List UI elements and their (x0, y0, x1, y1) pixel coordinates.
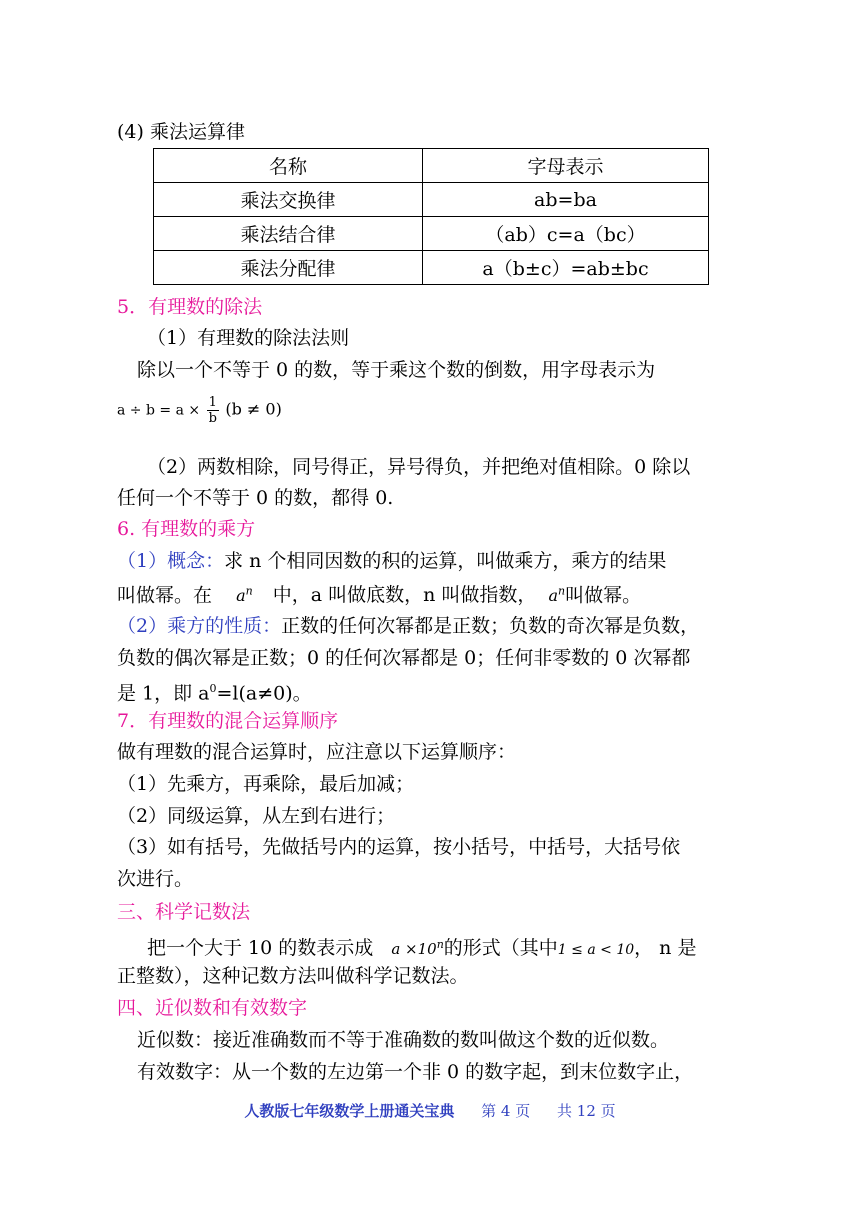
table-header-row (154, 149, 709, 183)
power-base: a (548, 586, 558, 606)
power-property-line2: 负数的偶次幂是正数；0 的任何次幂都是 0；任何非零数的 0 次幂都 (117, 647, 691, 669)
mixed-order-intro: 做有理数的混合运算时，应注意以下运算顺序： (117, 741, 517, 763)
formula-fraction (207, 395, 219, 426)
power-heading: 6. 有理数的乘方 (117, 518, 256, 540)
power-concept-line1 (117, 549, 666, 573)
table-row (154, 217, 709, 251)
concept-text-a: 叫做幂。在 (117, 584, 213, 607)
concept-label: （1）概念： (117, 550, 225, 572)
power-property-line3 (117, 677, 312, 705)
approximate-numbers-line2: 有效数字：从一个数的左边第一个非 0 的数字起，到末位数字止， (137, 1061, 694, 1083)
formula-left: a ÷ b = a × (117, 402, 201, 419)
footer-book-title: 人教版七年级数学上册通关宝典 (244, 1102, 455, 1120)
division-rule2-line2: 任何一个不等于 0 的数，都得 0. (117, 487, 394, 509)
scientific-range: 1 ≤ a < 10 (557, 942, 635, 958)
formula-condition: (b ≠ 0) (225, 399, 282, 419)
concept-text: 求 n 个相同因数的积的运算，叫做乘方，乘方的结果 (224, 550, 667, 572)
table-row (154, 251, 709, 285)
division-rule-title: （1）有理数的除法法则 (147, 327, 350, 349)
table-cell: a（b±c）=ab±bc (423, 251, 709, 285)
scientific-notation-line1 (147, 933, 696, 962)
mixed-order-step1: （1）先乘方，再乘除，最后加减； (117, 773, 415, 795)
table-cell: ab=ba (423, 183, 709, 217)
fraction-denominator: b (208, 411, 217, 426)
scientific-expression (391, 940, 443, 958)
division-heading: 5．有理数的除法 (117, 296, 263, 318)
power-exponent: n (245, 585, 253, 598)
property-text: 正数的任何次幂都是正数；负数的奇次幂是负数， (281, 615, 700, 637)
footer-total-pages: 共 12 页 (557, 1102, 616, 1120)
power-property-line1 (117, 614, 699, 638)
power-concept-line2 (117, 580, 641, 608)
mixed-order-step2: （2）同级运算，从左到右进行； (117, 805, 396, 827)
scientific-text-c: ， n 是 (634, 937, 697, 959)
scientific-text-b: 的形式（其中 (443, 937, 558, 959)
expression-base: a ×10 (391, 940, 437, 958)
footer-page-number: 第 4 页 (481, 1102, 531, 1120)
page-footer (0, 1100, 860, 1121)
power-expression (236, 586, 253, 605)
mixed-order-step3-line1: （3）如有括号，先做括号内的运算，按小括号，中括号，大括号依 (117, 836, 681, 858)
concept-text-b: 中，a 叫做底数，n 叫做指数， (272, 584, 537, 607)
multiplication-laws-heading: (4) 乘法运算律 (117, 121, 245, 143)
concept-text-c: 叫做幂。 (565, 584, 642, 607)
mixed-order-step3-line2: 次进行。 (117, 868, 194, 890)
scientific-notation-heading: 三、科学记数法 (117, 901, 251, 923)
property-text-a: 是 1，即 a (117, 682, 210, 705)
fraction-numerator: 1 (207, 395, 219, 411)
division-formula (117, 395, 282, 426)
table-cell: 乘法结合律 (154, 217, 423, 251)
zero-exponent: 0 (209, 682, 217, 695)
power-exponent: n (558, 585, 566, 598)
table-header-notation: 字母表示 (423, 149, 709, 183)
table-row (154, 183, 709, 217)
table-cell: 乘法交换律 (154, 183, 423, 217)
mixed-order-heading: 7．有理数的混合运算顺序 (117, 710, 339, 732)
property-text-b: =l(a≠0)。 (216, 682, 312, 705)
table-header-name: 名称 (154, 149, 423, 183)
power-expression-2 (548, 586, 565, 605)
power-base: a (236, 586, 246, 606)
table-cell: （ab）c=a（bc） (423, 217, 709, 251)
table-cell: 乘法分配律 (154, 251, 423, 285)
division-rule-text: 除以一个不等于 0 的数，等于乘这个数的倒数，用字母表示为 (137, 359, 656, 381)
scientific-text-a: 把一个大于 10 的数表示成 (147, 937, 374, 959)
approximate-numbers-line1: 近似数：接近准确数而不等于准确数的数叫做这个数的近似数。 (137, 1029, 670, 1051)
division-rule2-line1: （2）两数相除，同号得正，异号得负，并把绝对值相除。0 除以 (147, 456, 691, 478)
expression-exponent: n (436, 938, 444, 951)
property-label: （2）乘方的性质： (117, 615, 282, 637)
scientific-notation-line2: 正整数），这种记数方法叫做科学记数法。 (117, 965, 469, 987)
approximate-numbers-heading: 四、近似数和有效数字 (117, 997, 308, 1019)
multiplication-laws-table (153, 148, 709, 285)
